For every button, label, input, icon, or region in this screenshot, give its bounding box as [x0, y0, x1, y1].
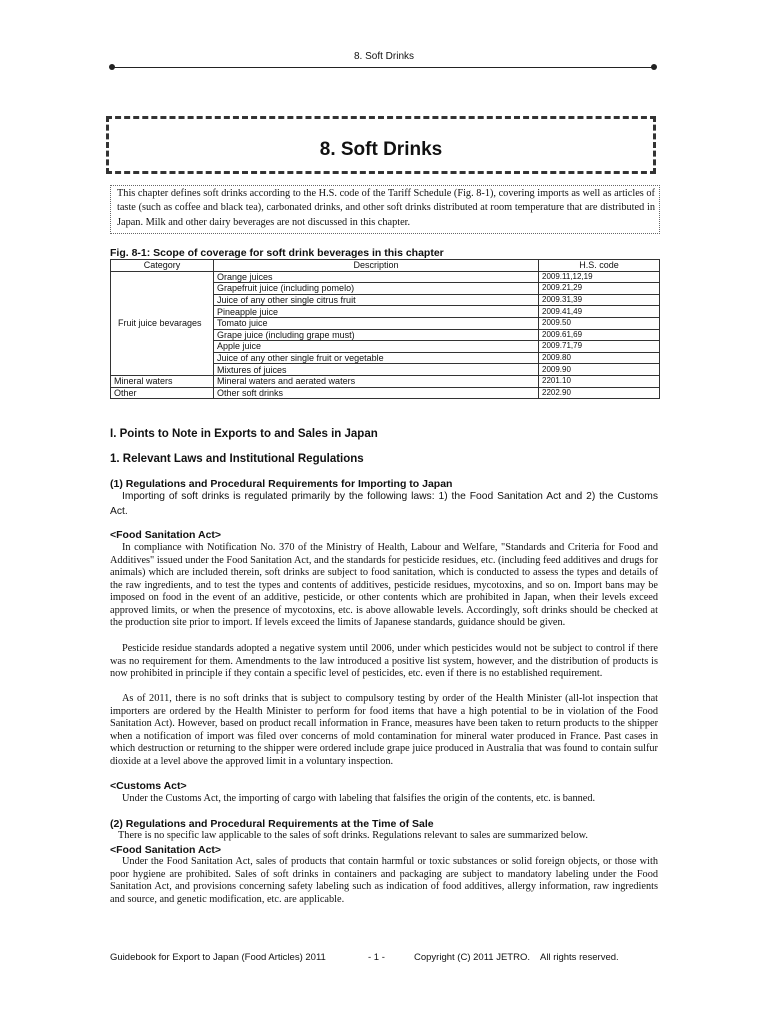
hs-code-cell: 2201.10	[539, 375, 660, 387]
table-row	[111, 375, 660, 387]
header-rule	[112, 67, 654, 68]
description-cell: Pineapple juice	[214, 306, 539, 318]
subsection-heading-laws: 1. Relevant Laws and Institutional Regulations	[110, 453, 364, 465]
header-category: Category	[111, 260, 214, 272]
food-sanitation-act-heading: <Food Sanitation Act>	[110, 529, 222, 541]
description-cell: Mineral waters and aerated waters	[214, 375, 539, 387]
food-sanitation-paragraph-3: As of 2011, there is no soft drinks that is subject to compulsory testing by order of the Health Minister (all-lot inspection that importers are ordered by the Health Minister to perform for food items that have a high potential to be in violation of the Food Sanitation Act). However, based on product recall information in France, measures have been taken to return products to the shipper when a notification of import was filed over concerns of mold contamination for mineral water produced in France. Past cases in which destruction or returning to the shipper were ordered include grape juice produced in Australia that was found to contain sulfur dioxide at a level above the approved limit in a voluntary inspection.	[110, 693, 658, 767]
import-requirements-heading: (1) Regulations and Procedural Requirements for Importing to Japan	[110, 478, 453, 490]
customs-act-heading: <Customs Act>	[110, 780, 187, 792]
header-rule-left-dot	[109, 64, 115, 70]
customs-act-paragraph: Under the Customs Act, the importing of cargo with labeling that falsifies the origin of the contents, etc. is banned.	[122, 793, 596, 804]
food-sanitation-paragraph-1: In compliance with Notification No. 370 of the Ministry of Health, Labour and Welfare, "Standards and Criteria for Food and Additives" issued under the Food Sanitation Act, and the standards for pesticide residues, etc. (including feed additives and drugs for animals) which are included therein, soft drinks are subject to food sanitation, which is conducted to assess the types and details of the raw ingredients, and to test the types and contents of additives, pesticide residues, mycotoxins, and so on. Import bans may be imposed on food in the event of an additive, pesticide, or other contents which are prohibited in Japan, when their levels exceed approved limits, or when the presence of mycotoxins, etc. is above allowable levels. Accordingly, soft drinks should be checked at the production site prior to import. If levels exceed the limits of Japanese standards, guidance should be given.	[110, 542, 658, 628]
category-cell: Other	[111, 387, 214, 399]
hs-code-cell: 2009.31,39	[539, 294, 660, 306]
description-cell: Orange juices	[214, 271, 539, 283]
sale-requirements-heading: (2) Regulations and Procedural Requirements at the Time of Sale	[110, 818, 434, 830]
chapter-title: 8. Soft Drinks	[319, 139, 443, 160]
description-cell: Tomato juice	[214, 317, 539, 329]
hs-code-cell: 2009.90	[539, 364, 660, 376]
category-cell: Fruit juice bevarages	[111, 271, 214, 375]
hs-code-cell: 2009.21,29	[539, 283, 660, 295]
hs-code-cell: 2009.80	[539, 352, 660, 364]
description-cell: Juice of any other single citrus fruit	[214, 294, 539, 306]
intro-text: This chapter defines soft drinks according to the H.S. code of the Tariff Schedule (Fig. 8-1), covering imports as well as articles of taste (such as coffee and black tea), carbonated drinks, and other soft drinks distributed at room temperature that are distributed in Japan. Milk and other dairy beverages are not discussed in this chapter.	[110, 185, 660, 234]
description-cell: Apple juice	[214, 341, 539, 353]
hs-code-cell: 2009.11,12,19	[539, 271, 660, 283]
table-row	[111, 387, 660, 399]
food-sanitation-sales-paragraph: Under the Food Sanitation Act, sales of products that contain harmful or toxic substances or solid foreign objects, or those with poor hygiene are prohibited. Sales of soft drinks in containers and packaging are subject to mandatory labeling under the Food Sanitation Act, and provisions concerning safety labeling such as indication of food additives, allergy information, raw ingredients and source, and genetic modification, etc. are applicable.	[110, 856, 658, 905]
hs-code-cell: 2202.90	[539, 387, 660, 399]
hs-code-cell: 2009.61,69	[539, 329, 660, 341]
title-box-top-border	[106, 116, 656, 119]
coverage-table	[110, 259, 660, 399]
description-cell: Juice of any other single fruit or vegetable	[214, 352, 539, 364]
copyright: Copyright (C) 2011 JETRO. All rights reserved.	[414, 952, 619, 963]
category-cell: Mineral waters	[111, 375, 214, 387]
chapter-title-box	[106, 116, 656, 174]
description-cell: Mixtures of juices	[214, 364, 539, 376]
description-cell: Grapefruit juice (including pomelo)	[214, 283, 539, 295]
food-sanitation-paragraph-2: Pesticide residue standards adopted a negative system until 2006, under which pesticides would not be subject to control if there was no requirement for them. Amendments to the law introduced a positive list system, however, and the distribution of products is now prohibited in principle if they contain a specific level of pesticides, etc. even if there is no established requirement.	[110, 643, 658, 679]
running-header: 8. Soft Drinks	[353, 51, 415, 62]
description-cell: Grape juice (including grape must)	[214, 329, 539, 341]
section-heading: I. Points to Note in Exports to and Sales in Japan	[110, 428, 378, 440]
header-rule-right-dot	[651, 64, 657, 70]
footer-title: Guidebook for Export to Japan (Food Articles) 2011	[110, 952, 326, 963]
import-requirements-text: Importing of soft drinks is regulated primarily by the following laws: 1) the Food Sanitation Act and 2) the Customs Act.	[110, 491, 658, 517]
hs-code-cell: 2009.41,49	[539, 306, 660, 318]
table-header-row	[111, 260, 660, 272]
description-cell: Other soft drinks	[214, 387, 539, 399]
sale-requirements-text: There is no specific law applicable to the sales of soft drinks. Regulations relevant to sales are summarized below.	[118, 830, 588, 841]
hs-code-cell: 2009.50	[539, 317, 660, 329]
header-hs-code: H.S. code	[539, 260, 660, 272]
title-box-bottom-border	[106, 171, 656, 174]
table-row	[111, 271, 660, 283]
hs-code-cell: 2009.71,79	[539, 341, 660, 353]
page-number: - 1 -	[368, 952, 385, 963]
food-sanitation-act-heading-2: <Food Sanitation Act>	[110, 844, 222, 856]
header-description: Description	[214, 260, 539, 272]
figure-caption: Fig. 8-1: Scope of coverage for soft drink beverages in this chapter	[110, 247, 444, 259]
